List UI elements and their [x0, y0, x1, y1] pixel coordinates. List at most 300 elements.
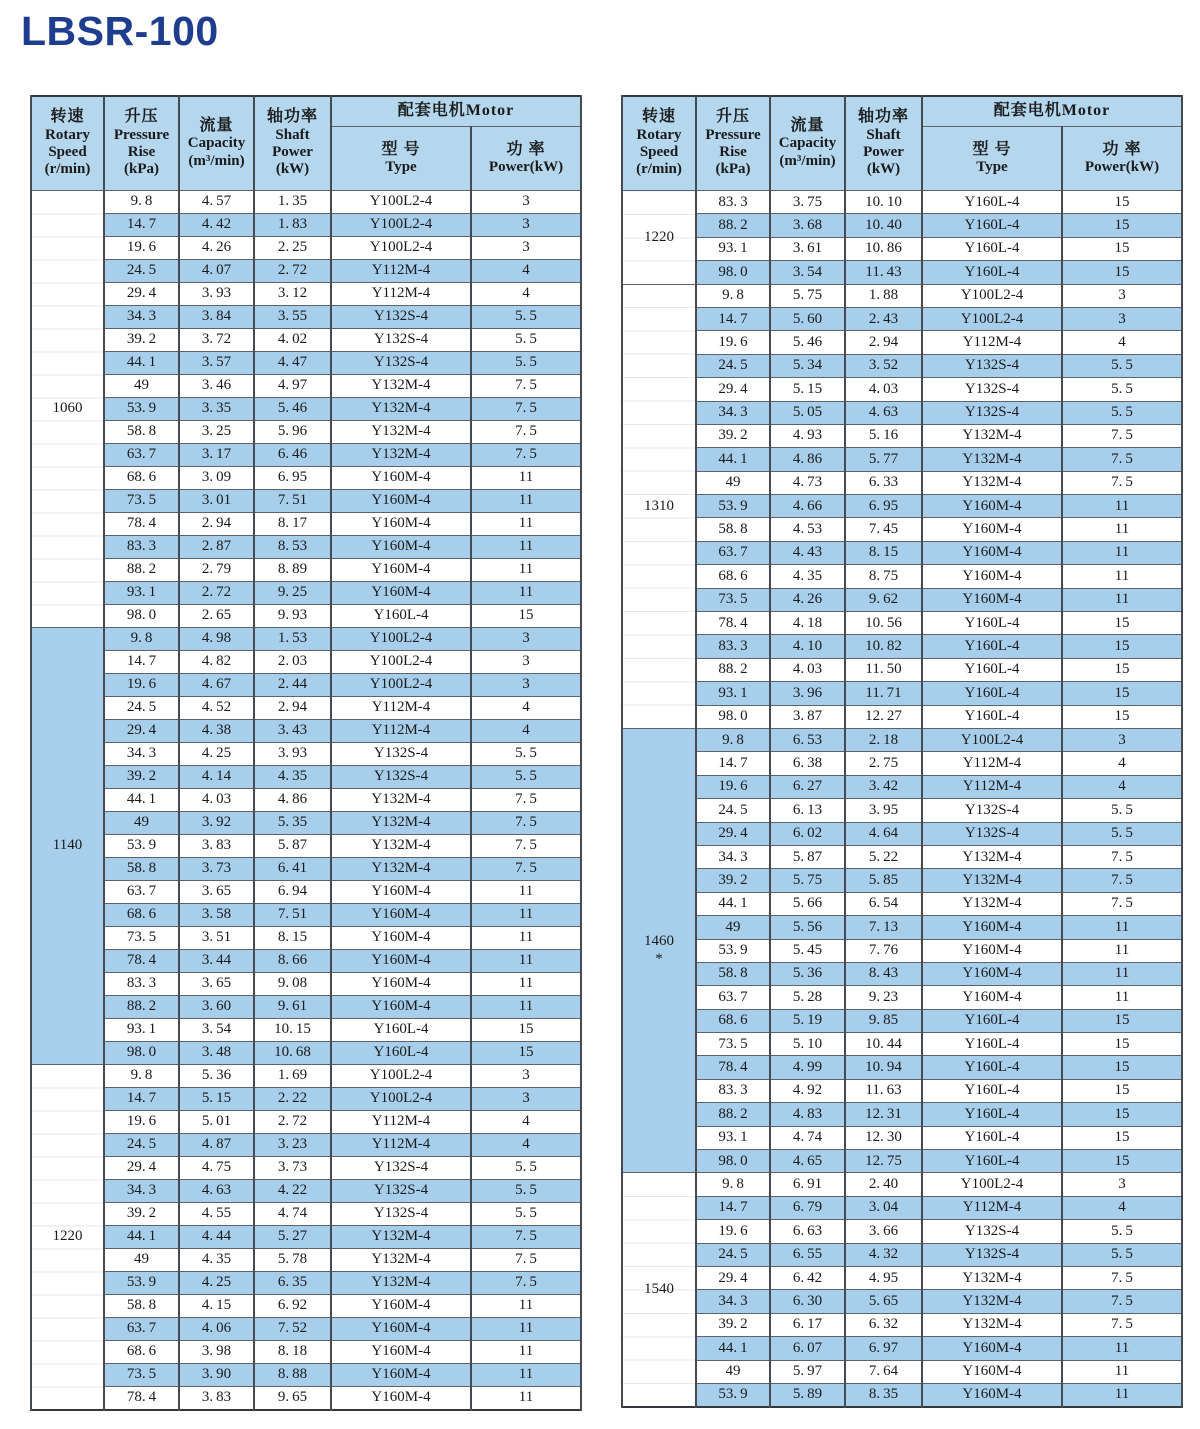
cell-pressure: 73. 5 — [104, 490, 179, 513]
table-row — [31, 720, 581, 743]
cell-motor-type: Y160L-4 — [922, 1126, 1062, 1149]
cell-shaft-power: 10. 15 — [254, 1019, 331, 1042]
cell-capacity: 4. 35 — [770, 565, 845, 588]
table-row — [31, 1019, 581, 1042]
table-row — [31, 812, 581, 835]
cell-shaft-power: 5. 22 — [845, 845, 922, 868]
table-row — [31, 1318, 581, 1341]
cell-motor-power: 4 — [471, 697, 581, 720]
cell-motor-power: 11 — [471, 1295, 581, 1318]
cell-pressure: 88. 2 — [696, 658, 770, 681]
cell-shaft-power: 5. 96 — [254, 421, 331, 444]
cell-capacity: 3. 01 — [179, 490, 254, 513]
cell-motor-power: 5. 5 — [1062, 822, 1182, 845]
table-row — [31, 1341, 581, 1364]
cell-pressure: 49 — [104, 812, 179, 835]
header-capacity: 流量 Capacity (m³/min) — [770, 96, 845, 191]
cell-motor-type: Y160M-4 — [331, 559, 471, 582]
cell-motor-type: Y160L-4 — [922, 1056, 1062, 1079]
cell-capacity: 3. 54 — [179, 1019, 254, 1042]
cell-motor-power: 15 — [1062, 1009, 1182, 1032]
cell-motor-type: Y160M-4 — [331, 1364, 471, 1387]
cell-shaft-power: 5. 16 — [845, 424, 922, 447]
cell-shaft-power: 6. 92 — [254, 1295, 331, 1318]
cell-shaft-power: 8. 15 — [254, 927, 331, 950]
cell-motor-type: Y160L-4 — [922, 1033, 1062, 1056]
cell-motor-power: 3 — [471, 628, 581, 651]
cell-capacity: 3. 44 — [179, 950, 254, 973]
cell-motor-power: 15 — [1062, 705, 1182, 728]
cell-pressure: 53. 9 — [104, 398, 179, 421]
cell-pressure: 58. 8 — [104, 858, 179, 881]
cell-pressure: 93. 1 — [104, 1019, 179, 1042]
cell-shaft-power: 8. 66 — [254, 950, 331, 973]
table-row — [31, 467, 581, 490]
table-row — [31, 1272, 581, 1295]
cell-motor-power: 11 — [1062, 962, 1182, 985]
cell-motor-power: 11 — [471, 582, 581, 605]
table-row — [622, 892, 1182, 915]
cell-pressure: 93. 1 — [696, 237, 770, 260]
speed-note: * — [655, 950, 663, 967]
cell-motor-power: 15 — [1062, 612, 1182, 635]
cell-shaft-power: 3. 23 — [254, 1134, 331, 1157]
cell-motor-type: Y132S-4 — [331, 743, 471, 766]
cell-motor-type: Y160M-4 — [922, 541, 1062, 564]
table-row — [622, 518, 1182, 541]
cell-shaft-power: 10. 68 — [254, 1042, 331, 1065]
cell-motor-type: Y132M-4 — [922, 1266, 1062, 1289]
table-row — [31, 835, 581, 858]
cell-pressure: 19. 6 — [104, 1111, 179, 1134]
cell-shaft-power: 3. 52 — [845, 354, 922, 377]
cell-capacity: 5. 45 — [770, 939, 845, 962]
cell-motor-power: 7. 5 — [1062, 424, 1182, 447]
cell-capacity: 4. 06 — [179, 1318, 254, 1341]
cell-pressure: 44. 1 — [104, 352, 179, 375]
table-row — [31, 950, 581, 973]
cell-capacity: 4. 10 — [770, 635, 845, 658]
cell-pressure: 19. 6 — [696, 1220, 770, 1243]
cell-motor-type: Y100L2-4 — [331, 1088, 471, 1111]
cell-motor-type: Y160M-4 — [922, 518, 1062, 541]
cell-motor-type: Y100L2-4 — [331, 237, 471, 260]
cell-pressure: 78. 4 — [104, 1387, 179, 1410]
cell-pressure: 63. 7 — [104, 881, 179, 904]
cell-motor-power: 11 — [471, 927, 581, 950]
spec-table-left — [30, 95, 582, 1411]
table-row — [622, 471, 1182, 494]
table-row — [622, 378, 1182, 401]
table-row — [622, 284, 1182, 307]
cell-capacity: 4. 87 — [179, 1134, 254, 1157]
table-row — [622, 331, 1182, 354]
cell-motor-type: Y160M-4 — [331, 973, 471, 996]
cell-pressure: 73. 5 — [696, 588, 770, 611]
table-row — [622, 939, 1182, 962]
cell-motor-type: Y112M-4 — [922, 775, 1062, 798]
cell-capacity: 6. 53 — [770, 728, 845, 751]
cell-shaft-power: 5. 46 — [254, 398, 331, 421]
cell-shaft-power: 3. 42 — [845, 775, 922, 798]
cell-motor-power: 3 — [1062, 728, 1182, 751]
table-row — [31, 697, 581, 720]
cell-motor-power: 11 — [471, 1387, 581, 1410]
cell-shaft-power: 5. 77 — [845, 448, 922, 471]
cell-shaft-power: 2. 72 — [254, 260, 331, 283]
cell-motor-type: Y160L-4 — [922, 261, 1062, 284]
cell-motor-type: Y100L2-4 — [331, 628, 471, 651]
cell-pressure: 9. 8 — [104, 628, 179, 651]
cell-motor-power: 11 — [1062, 1337, 1182, 1360]
cell-shaft-power: 7. 13 — [845, 916, 922, 939]
cell-motor-power: 11 — [1062, 916, 1182, 939]
cell-capacity: 5. 66 — [770, 892, 845, 915]
cell-shaft-power: 12. 27 — [845, 705, 922, 728]
cell-motor-power: 5. 5 — [1062, 354, 1182, 377]
cell-motor-type: Y160M-4 — [331, 1295, 471, 1318]
cell-motor-power: 3 — [1062, 284, 1182, 307]
table-row — [622, 916, 1182, 939]
cell-capacity: 5. 34 — [770, 354, 845, 377]
cell-shaft-power: 4. 47 — [254, 352, 331, 375]
cell-motor-type: Y160L-4 — [922, 705, 1062, 728]
cell-pressure: 58. 8 — [104, 421, 179, 444]
cell-motor-type: Y160M-4 — [331, 904, 471, 927]
cell-capacity: 3. 72 — [179, 329, 254, 352]
cell-speed-group: 1460 * — [622, 728, 696, 1172]
cell-motor-type: Y160L-4 — [922, 237, 1062, 260]
header-pressure: 升压 Pressure Rise (kPa) — [104, 96, 179, 191]
cell-motor-power: 3 — [471, 651, 581, 674]
cell-capacity: 4. 44 — [179, 1226, 254, 1249]
cell-pressure: 98. 0 — [696, 705, 770, 728]
header-row — [31, 96, 581, 127]
table-row — [31, 398, 581, 421]
table-row — [622, 612, 1182, 635]
cell-pressure: 68. 6 — [696, 565, 770, 588]
cell-motor-power: 11 — [1062, 541, 1182, 564]
table-row — [31, 1134, 581, 1157]
cell-pressure: 44. 1 — [696, 892, 770, 915]
cell-capacity: 4. 92 — [770, 1079, 845, 1102]
cell-shaft-power: 3. 12 — [254, 283, 331, 306]
cell-capacity: 3. 09 — [179, 467, 254, 490]
cell-shaft-power: 8. 89 — [254, 559, 331, 582]
cell-motor-power: 5. 5 — [1062, 1243, 1182, 1266]
header-speed: 转速 Rotary Speed (r/min) — [622, 96, 696, 191]
cell-motor-power: 11 — [471, 559, 581, 582]
cell-shaft-power: 3. 66 — [845, 1220, 922, 1243]
cell-shaft-power: 1. 88 — [845, 284, 922, 307]
cell-motor-power: 7. 5 — [471, 375, 581, 398]
table-row — [622, 635, 1182, 658]
table-row — [622, 495, 1182, 518]
table-row — [31, 1249, 581, 1272]
cell-pressure: 49 — [696, 1360, 770, 1383]
cell-capacity: 4. 86 — [770, 448, 845, 471]
cell-motor-type: Y100L2-4 — [922, 1173, 1062, 1196]
cell-capacity: 5. 36 — [770, 962, 845, 985]
table-row — [31, 582, 581, 605]
cell-shaft-power: 7. 52 — [254, 1318, 331, 1341]
cell-capacity: 2. 87 — [179, 536, 254, 559]
cell-pressure: 19. 6 — [104, 674, 179, 697]
cell-motor-type: Y160M-4 — [922, 1360, 1062, 1383]
cell-pressure: 88. 2 — [104, 559, 179, 582]
cell-capacity: 5. 05 — [770, 401, 845, 424]
cell-shaft-power: 11. 50 — [845, 658, 922, 681]
cell-capacity: 4. 03 — [770, 658, 845, 681]
cell-pressure: 34. 3 — [696, 845, 770, 868]
cell-motor-type: Y132M-4 — [331, 835, 471, 858]
cell-pressure: 9. 8 — [696, 284, 770, 307]
cell-motor-type: Y160M-4 — [331, 490, 471, 513]
cell-pressure: 24. 5 — [696, 354, 770, 377]
cell-pressure: 29. 4 — [104, 1157, 179, 1180]
cell-pressure: 83. 3 — [104, 536, 179, 559]
cell-capacity: 5. 19 — [770, 1009, 845, 1032]
cell-shaft-power: 2. 75 — [845, 752, 922, 775]
cell-pressure: 49 — [696, 916, 770, 939]
cell-motor-power: 11 — [1062, 588, 1182, 611]
table-row — [622, 1009, 1182, 1032]
cell-motor-power: 5. 5 — [471, 352, 581, 375]
table-row — [31, 329, 581, 352]
cell-motor-power: 15 — [1062, 237, 1182, 260]
header-capacity: 流量 Capacity (m³/min) — [179, 96, 254, 191]
cell-motor-type: Y132M-4 — [922, 869, 1062, 892]
cell-shaft-power: 2. 25 — [254, 237, 331, 260]
cell-motor-type: Y160L-4 — [922, 1009, 1062, 1032]
cell-pressure: 39. 2 — [696, 869, 770, 892]
cell-motor-type: Y160L-4 — [922, 635, 1062, 658]
cell-shaft-power: 6. 95 — [254, 467, 331, 490]
cell-motor-type: Y132M-4 — [331, 398, 471, 421]
table-row — [31, 674, 581, 697]
cell-motor-power: 11 — [471, 950, 581, 973]
cell-pressure: 88. 2 — [696, 214, 770, 237]
cell-motor-power: 7. 5 — [1062, 448, 1182, 471]
cell-motor-power: 7. 5 — [471, 1226, 581, 1249]
cell-motor-type: Y132S-4 — [922, 354, 1062, 377]
cell-motor-type: Y100L2-4 — [331, 674, 471, 697]
cell-motor-type: Y160M-4 — [331, 927, 471, 950]
cell-shaft-power: 9. 62 — [845, 588, 922, 611]
cell-motor-power: 11 — [471, 490, 581, 513]
cell-shaft-power: 9. 25 — [254, 582, 331, 605]
table-row — [31, 375, 581, 398]
cell-capacity: 4. 63 — [179, 1180, 254, 1203]
cell-motor-type: Y160L-4 — [331, 1019, 471, 1042]
cell-motor-type: Y132S-4 — [922, 1243, 1062, 1266]
table-row — [31, 651, 581, 674]
cell-motor-type: Y132S-4 — [331, 1180, 471, 1203]
cell-pressure: 34. 3 — [696, 1290, 770, 1313]
cell-pressure: 24. 5 — [696, 1243, 770, 1266]
cell-speed-group: 1220 — [622, 191, 696, 285]
cell-shaft-power: 2. 94 — [254, 697, 331, 720]
table-row — [31, 881, 581, 904]
cell-pressure: 34. 3 — [696, 401, 770, 424]
cell-motor-type: Y132M-4 — [922, 892, 1062, 915]
cell-motor-type: Y160M-4 — [331, 881, 471, 904]
cell-capacity: 3. 93 — [179, 283, 254, 306]
cell-shaft-power: 7. 76 — [845, 939, 922, 962]
cell-motor-power: 3 — [1062, 307, 1182, 330]
cell-pressure: 9. 8 — [104, 1065, 179, 1088]
cell-motor-type: Y132M-4 — [331, 812, 471, 835]
cell-motor-power: 5. 5 — [1062, 401, 1182, 424]
cell-shaft-power: 4. 22 — [254, 1180, 331, 1203]
cell-motor-power: 5. 5 — [1062, 378, 1182, 401]
table-row — [31, 1088, 581, 1111]
cell-motor-type: Y132M-4 — [922, 448, 1062, 471]
cell-capacity: 4. 18 — [770, 612, 845, 635]
table-row — [622, 424, 1182, 447]
cell-motor-power: 15 — [1062, 1126, 1182, 1149]
cell-shaft-power: 4. 35 — [254, 766, 331, 789]
cell-pressure: 68. 6 — [696, 1009, 770, 1032]
cell-capacity: 4. 14 — [179, 766, 254, 789]
table-row — [622, 705, 1182, 728]
cell-shaft-power: 2. 40 — [845, 1173, 922, 1196]
cell-motor-type: Y160M-4 — [922, 962, 1062, 985]
table-row — [622, 1220, 1182, 1243]
cell-pressure: 83. 3 — [696, 635, 770, 658]
table-row — [622, 1079, 1182, 1102]
cell-motor-power: 15 — [1062, 191, 1182, 214]
cell-motor-power: 7. 5 — [1062, 1313, 1182, 1336]
cell-shaft-power: 12. 31 — [845, 1103, 922, 1126]
table-row — [622, 1173, 1182, 1196]
table-row — [622, 1056, 1182, 1079]
cell-pressure: 44. 1 — [696, 1337, 770, 1360]
cell-speed-group: 1540 — [622, 1173, 696, 1407]
cell-motor-type: Y160M-4 — [922, 939, 1062, 962]
cell-capacity: 5. 75 — [770, 284, 845, 307]
header-speed: 转速 Rotary Speed (r/min) — [31, 96, 104, 191]
table-row — [31, 1180, 581, 1203]
cell-capacity: 3. 75 — [770, 191, 845, 214]
cell-capacity: 4. 57 — [179, 191, 254, 214]
cell-motor-type: Y132M-4 — [331, 421, 471, 444]
header-row — [622, 96, 1182, 127]
cell-motor-type: Y160L-4 — [922, 214, 1062, 237]
cell-shaft-power: 5. 78 — [254, 1249, 331, 1272]
cell-motor-power: 7. 5 — [1062, 845, 1182, 868]
cell-pressure: 9. 8 — [696, 1173, 770, 1196]
cell-motor-type: Y112M-4 — [331, 260, 471, 283]
cell-shaft-power: 6. 32 — [845, 1313, 922, 1336]
cell-motor-type: Y112M-4 — [922, 752, 1062, 775]
table-row — [31, 444, 581, 467]
cell-motor-type: Y112M-4 — [922, 331, 1062, 354]
cell-speed-group: 1220 — [31, 1065, 104, 1410]
cell-shaft-power: 11. 43 — [845, 261, 922, 284]
cell-motor-power: 4 — [1062, 331, 1182, 354]
table-row — [622, 401, 1182, 424]
cell-pressure: 39. 2 — [104, 766, 179, 789]
cell-capacity: 4. 07 — [179, 260, 254, 283]
cell-motor-type: Y132M-4 — [331, 375, 471, 398]
cell-motor-type: Y160L-4 — [922, 191, 1062, 214]
table-row — [622, 261, 1182, 284]
cell-pressure: 53. 9 — [104, 1272, 179, 1295]
cell-motor-type: Y160M-4 — [922, 986, 1062, 1009]
cell-motor-type: Y132M-4 — [922, 1313, 1062, 1336]
cell-pressure: 78. 4 — [104, 513, 179, 536]
cell-pressure: 58. 8 — [696, 962, 770, 985]
cell-motor-power: 5. 5 — [471, 1203, 581, 1226]
cell-pressure: 98. 0 — [696, 1150, 770, 1173]
cell-motor-type: Y160M-4 — [922, 1337, 1062, 1360]
cell-shaft-power: 9. 23 — [845, 986, 922, 1009]
cell-motor-type: Y132M-4 — [331, 444, 471, 467]
cell-pressure: 39. 2 — [104, 329, 179, 352]
cell-pressure: 34. 3 — [104, 1180, 179, 1203]
cell-shaft-power: 9. 65 — [254, 1387, 331, 1410]
cell-capacity: 4. 99 — [770, 1056, 845, 1079]
cell-shaft-power: 4. 95 — [845, 1266, 922, 1289]
cell-motor-type: Y132S-4 — [331, 352, 471, 375]
table-row — [622, 728, 1182, 751]
cell-capacity: 2. 94 — [179, 513, 254, 536]
table-row — [622, 1196, 1182, 1219]
cell-pressure: 19. 6 — [104, 237, 179, 260]
cell-capacity: 3. 83 — [179, 835, 254, 858]
header-motor-power: 功 率 Power(kW) — [471, 127, 581, 191]
cell-pressure: 29. 4 — [696, 1266, 770, 1289]
cell-capacity: 5. 75 — [770, 869, 845, 892]
cell-motor-type: Y160L-4 — [331, 1042, 471, 1065]
cell-motor-type: Y132S-4 — [331, 306, 471, 329]
cell-capacity: 6. 42 — [770, 1266, 845, 1289]
cell-shaft-power: 9. 61 — [254, 996, 331, 1019]
header-shaft-power: 轴功率 Shaft Power (kW) — [845, 96, 922, 191]
cell-capacity: 3. 25 — [179, 421, 254, 444]
cell-motor-power: 7. 5 — [471, 789, 581, 812]
cell-shaft-power: 10. 10 — [845, 191, 922, 214]
cell-shaft-power: 2. 18 — [845, 728, 922, 751]
cell-motor-type: Y132M-4 — [331, 1272, 471, 1295]
cell-shaft-power: 10. 40 — [845, 214, 922, 237]
cell-capacity: 3. 73 — [179, 858, 254, 881]
cell-motor-power: 7. 5 — [471, 835, 581, 858]
cell-shaft-power: 9. 85 — [845, 1009, 922, 1032]
cell-motor-power: 3 — [471, 1065, 581, 1088]
cell-shaft-power: 9. 08 — [254, 973, 331, 996]
cell-capacity: 3. 83 — [179, 1387, 254, 1410]
cell-motor-power: 5. 5 — [471, 743, 581, 766]
table-row — [622, 1290, 1182, 1313]
cell-motor-power: 7. 5 — [1062, 1290, 1182, 1313]
cell-pressure: 19. 6 — [696, 775, 770, 798]
cell-pressure: 29. 4 — [696, 378, 770, 401]
cell-motor-power: 7. 5 — [1062, 892, 1182, 915]
cell-motor-power: 11 — [1062, 518, 1182, 541]
cell-motor-power: 15 — [1062, 214, 1182, 237]
cell-shaft-power: 5. 65 — [845, 1290, 922, 1313]
cell-capacity: 3. 87 — [770, 705, 845, 728]
cell-shaft-power: 5. 35 — [254, 812, 331, 835]
cell-capacity: 4. 65 — [770, 1150, 845, 1173]
cell-shaft-power: 1. 83 — [254, 214, 331, 237]
cell-motor-power: 11 — [1062, 939, 1182, 962]
cell-pressure: 88. 2 — [104, 996, 179, 1019]
cell-motor-type: Y132M-4 — [331, 1249, 471, 1272]
table-row — [31, 536, 581, 559]
